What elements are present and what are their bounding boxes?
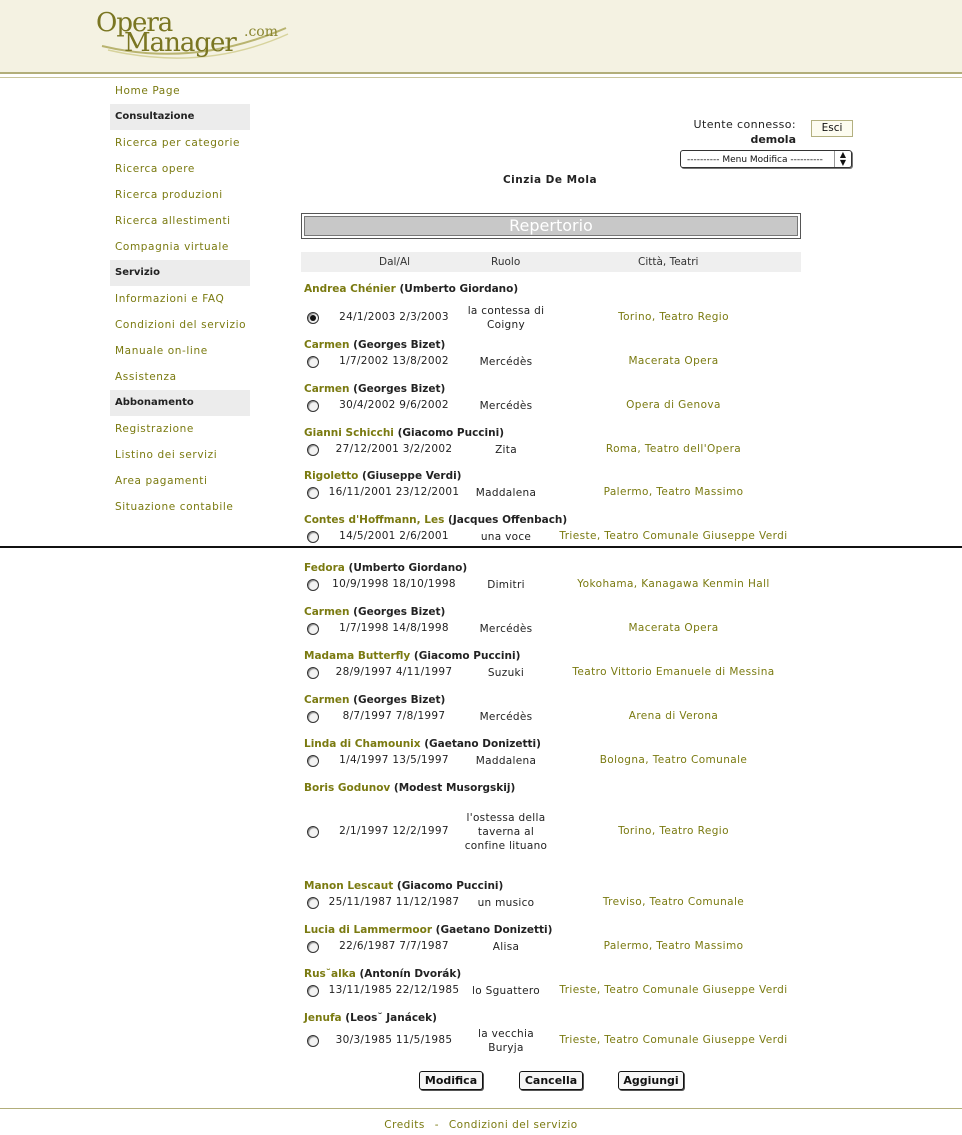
production-role-text: la vecchia Buryja [478, 1028, 534, 1054]
opera-title-line [304, 383, 445, 395]
sidebar-item-assistenza[interactable]: Assistenza [115, 371, 177, 383]
opera-composer: (Leos˘ Janácek) [345, 1012, 437, 1024]
select-arrows-icon: ▲ ▼ [834, 151, 851, 167]
production-role [461, 797, 551, 867]
production-row [301, 984, 801, 998]
opera-title-link[interactable]: Linda di Chamounix [304, 738, 421, 750]
production-row [301, 666, 801, 680]
production-city-link[interactable]: Torino, Teatro Regio [618, 311, 729, 323]
production-role [461, 622, 551, 636]
production-role [461, 1027, 551, 1055]
delete-button[interactable]: Cancella [519, 1071, 583, 1090]
sidebar-item-ricerca-opere[interactable]: Ricerca opere [115, 163, 195, 175]
production-dates: 22/6/1987 7/7/1987 [339, 940, 449, 952]
production-city-link[interactable]: Roma, Teatro dell'Opera [605, 443, 742, 455]
production-role-text: l'ostessa della taverna al confine lituano [464, 812, 548, 852]
production-dates: 16/11/2001 23/12/2001 [328, 486, 460, 498]
production-role [461, 530, 551, 544]
page-divider [0, 546, 962, 548]
opera-title-link[interactable]: Andrea Chénier [304, 283, 396, 295]
opera-title-link[interactable]: Gianni Schicchi [304, 427, 394, 439]
production-role [461, 754, 551, 768]
opera-title-line [304, 514, 567, 526]
opera-title-line [304, 562, 467, 574]
footer-credits-link[interactable]: Credits [384, 1119, 425, 1131]
production-role-text: Zita [495, 444, 517, 456]
production-row [301, 304, 801, 332]
production-role [461, 984, 551, 998]
production-city-link[interactable]: Arena di Verona [628, 710, 719, 722]
production-role [461, 443, 551, 457]
opera-composer: (Antonín Dvorák) [359, 968, 462, 980]
production-role-text: Mercédès [479, 400, 533, 412]
opera-title-line [304, 606, 445, 618]
sidebar-item-manuale[interactable]: Manuale on-line [115, 345, 208, 357]
opera-composer: (Giacomo Puccini) [396, 880, 504, 892]
modify-button[interactable]: Modifica [419, 1071, 483, 1090]
opera-title-link[interactable]: Jenufa [304, 1012, 342, 1024]
opera-composer: (Jacques Offenbach) [448, 514, 568, 526]
user-label: Utente connesso: [693, 118, 796, 131]
sidebar-item-faq[interactable]: Informazioni e FAQ [115, 293, 225, 305]
production-role-text: lo Sguattero [472, 985, 540, 997]
production-role-text: un musico [477, 897, 535, 909]
sidebar-heading-abbonamento: Abbonamento [110, 390, 250, 416]
sidebar-item-ricerca-allestimenti[interactable]: Ricerca allestimenti [115, 215, 231, 227]
production-role [461, 355, 551, 369]
production-dates: 27/12/2001 3/2/2002 [335, 443, 453, 455]
production-dates: 10/9/1998 18/10/1998 [332, 578, 456, 590]
user-name: demola [750, 133, 796, 146]
opera-title-line [304, 283, 518, 295]
production-role-text: Mercédès [479, 623, 533, 635]
footer-conditions-link[interactable]: Condizioni del servizio [448, 1119, 578, 1131]
menu-select-value: ---------- Menu Modifica ---------- [687, 155, 823, 165]
opera-title-link[interactable]: Carmen [304, 694, 350, 706]
sidebar-item-situazione-contabile[interactable]: Situazione contabile [115, 501, 234, 513]
production-city-link[interactable]: Trieste, Teatro Comunale Giuseppe Verdi [559, 530, 788, 542]
opera-title-line [304, 968, 461, 980]
footer-divider [0, 1108, 962, 1109]
sidebar-item-pagamenti[interactable]: Area pagamenti [115, 475, 208, 487]
sidebar-item-registrazione[interactable]: Registrazione [115, 423, 194, 435]
menu-modifica-select[interactable] [680, 150, 852, 168]
opera-composer: (Gaetano Donizetti) [435, 924, 553, 936]
sidebar-item-ricerca-produzioni[interactable]: Ricerca produzioni [115, 189, 223, 201]
production-city-link[interactable]: Bologna, Teatro Comunale [599, 754, 748, 766]
production-dates: 1/4/1997 13/5/1997 [339, 754, 449, 766]
production-dates: 1/7/1998 14/8/1998 [339, 622, 449, 634]
sidebar-item-listino[interactable]: Listino dei servizi [115, 449, 218, 461]
opera-title-link[interactable]: Manon Lescaut [304, 880, 394, 892]
production-row [301, 578, 801, 592]
production-role-text: Alisa [492, 941, 520, 953]
production-dates: 8/7/1997 7/8/1997 [342, 710, 446, 722]
production-row [301, 754, 801, 768]
opera-title-link[interactable]: Carmen [304, 383, 350, 395]
user-info [694, 118, 796, 146]
production-dates: 30/4/2002 9/6/2002 [339, 399, 449, 411]
opera-composer: (Georges Bizet) [353, 694, 446, 706]
production-role-text: Mercédès [479, 356, 533, 368]
sidebar-heading-consultazione: Consultazione [110, 104, 250, 130]
production-city-link[interactable]: Trieste, Teatro Comunale Giuseppe Verdi [559, 984, 788, 996]
column-role: Ruolo [491, 256, 521, 268]
opera-title-line [304, 427, 504, 439]
production-role-text: Dimitri [487, 579, 525, 591]
opera-title-line [304, 1012, 437, 1024]
production-role [461, 486, 551, 500]
production-dates: 30/3/1985 11/5/1985 [335, 1034, 453, 1046]
production-dates: 28/9/1997 4/11/1997 [335, 666, 453, 678]
sidebar [110, 78, 250, 520]
production-city-link[interactable]: Trieste, Teatro Comunale Giuseppe Verdi [559, 1034, 788, 1046]
production-role-text: una voce [480, 531, 532, 543]
opera-composer: (Gaetano Donizetti) [424, 738, 541, 750]
opera-composer: (Giacomo Puccini) [413, 650, 521, 662]
logout-button[interactable]: Esci [811, 120, 853, 137]
production-role [461, 896, 551, 910]
person-name: Cinzia De Mola [502, 174, 598, 186]
production-row [301, 896, 801, 910]
production-role [461, 666, 551, 680]
repertorio-title: Repertorio [304, 216, 798, 236]
production-city-link[interactable]: Treviso, Teatro Comunale [602, 896, 745, 908]
opera-composer: (Umberto Giordano) [399, 283, 519, 295]
opera-title-link[interactable]: Contes d'Hoffmann, Les [304, 514, 445, 526]
opera-title-link[interactable]: Carmen [304, 606, 350, 618]
opera-title-line [304, 694, 445, 706]
opera-composer: (Georges Bizet) [353, 383, 446, 395]
logo-com: .com [244, 24, 278, 40]
production-role-text: Suzuki [487, 667, 525, 679]
production-city-link[interactable]: Torino, Teatro Regio [618, 825, 729, 837]
opera-title-line [304, 339, 445, 351]
production-row [301, 443, 801, 457]
production-city-link[interactable]: Macerata Opera [628, 355, 719, 367]
header [0, 0, 962, 74]
opera-title-link[interactable]: Fedora [304, 562, 345, 574]
production-row [301, 797, 801, 867]
production-city-link[interactable]: Macerata Opera [628, 622, 719, 634]
opera-title-line [304, 880, 503, 892]
production-dates: 2/1/1997 12/2/1997 [339, 825, 449, 837]
production-dates: 13/11/1985 22/12/1985 [328, 984, 460, 996]
production-row [301, 1027, 801, 1055]
production-dates: 14/5/2001 2/6/2001 [339, 530, 449, 542]
production-role-text: la contessa di Coigny [467, 305, 545, 331]
repertorio-title-box [301, 213, 801, 239]
production-dates: 24/1/2003 2/3/2003 [339, 311, 449, 323]
opera-title-link[interactable]: Rigoletto [304, 470, 359, 482]
opera-title-line [304, 738, 541, 750]
opera-title-line [304, 470, 461, 482]
opera-composer: (Umberto Giordano) [348, 562, 468, 574]
production-city-link[interactable]: Palermo, Teatro Massimo [603, 486, 744, 498]
opera-composer: (Modest Musorgskij) [393, 782, 516, 794]
production-dates: 25/11/1987 11/12/1987 [328, 896, 460, 908]
production-row [301, 355, 801, 369]
production-row [301, 710, 801, 724]
opera-composer: (Georges Bizet) [353, 606, 446, 618]
production-dates: 1/7/2002 13/8/2002 [339, 355, 449, 367]
opera-title-line [304, 782, 515, 794]
production-row [301, 399, 801, 413]
production-role-text: Maddalena [475, 487, 537, 499]
footer-separator: - [434, 1119, 439, 1131]
logo-manager: Manager [124, 28, 236, 58]
production-role-text: Maddalena [475, 755, 537, 767]
production-role [461, 578, 551, 592]
sidebar-item-home[interactable]: Home Page [115, 85, 181, 97]
opera-title-link[interactable]: Lucia di Lammermoor [304, 924, 433, 936]
sidebar-item-condizioni[interactable]: Condizioni del servizio [115, 319, 247, 331]
production-city-link[interactable]: Teatro Vittorio Emanuele di Messina [572, 666, 775, 678]
production-row [301, 486, 801, 500]
opera-composer: (Giacomo Puccini) [397, 427, 505, 439]
opera-title-line [304, 650, 520, 662]
table-header [301, 252, 801, 272]
production-city-link[interactable]: Opera di Genova [626, 399, 721, 411]
production-role [461, 940, 551, 954]
sidebar-item-ricerca-categorie[interactable]: Ricerca per categorie [115, 137, 241, 149]
sidebar-item-compagnia-virtuale[interactable]: Compagnia virtuale [115, 241, 229, 253]
production-row [301, 940, 801, 954]
production-city-link[interactable]: Yokohama, Kanagawa Kenmin Hall [577, 578, 770, 590]
production-row [301, 530, 801, 544]
production-role [461, 304, 551, 332]
logo[interactable] [94, 6, 294, 64]
opera-title-link[interactable]: Madama Butterfly [304, 650, 411, 662]
production-role [461, 399, 551, 413]
opera-title-line [304, 924, 552, 936]
production-row [301, 622, 801, 636]
opera-title-link[interactable]: Boris Godunov [304, 782, 391, 794]
production-city-link[interactable]: Palermo, Teatro Massimo [603, 940, 744, 952]
production-role-text: Mercédès [479, 711, 533, 723]
footer [0, 1119, 962, 1131]
add-button[interactable]: Aggiungi [618, 1071, 684, 1090]
column-dates: Dal/Al [379, 256, 411, 268]
opera-title-link[interactable]: Carmen [304, 339, 350, 351]
opera-composer: (Giuseppe Verdi) [362, 470, 462, 482]
sidebar-heading-servizio: Servizio [110, 260, 250, 286]
logo-opera: Opera [96, 8, 173, 38]
column-city: Città, Teatri [638, 256, 699, 268]
production-role [461, 710, 551, 724]
opera-composer: (Georges Bizet) [353, 339, 446, 351]
opera-title-link[interactable]: Rus˘alka [304, 968, 356, 980]
